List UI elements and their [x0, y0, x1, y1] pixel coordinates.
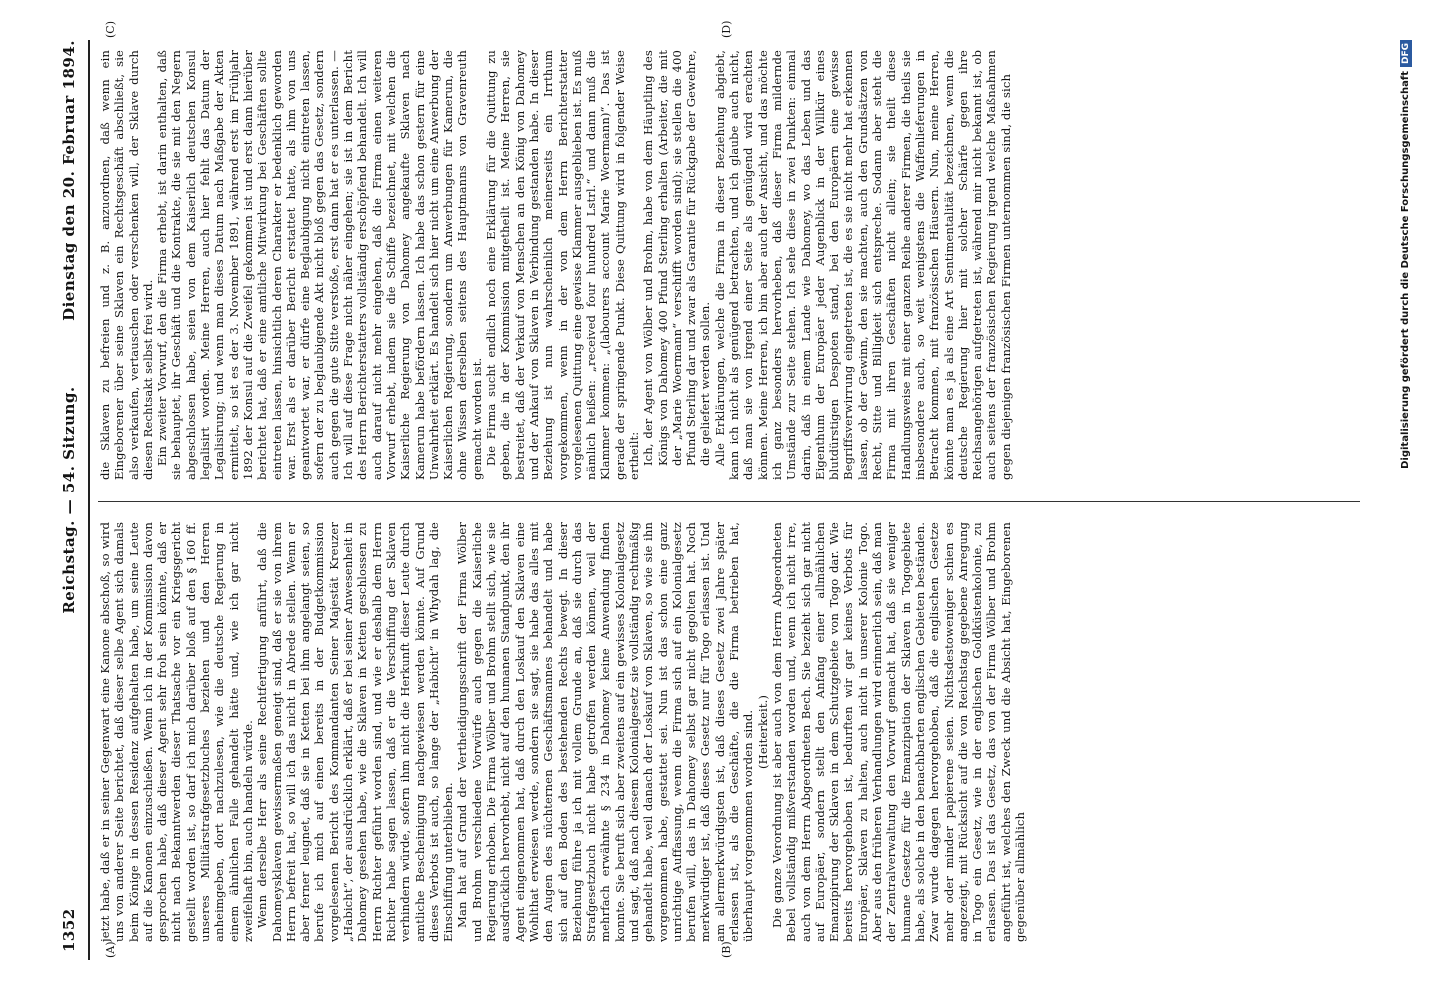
page-number: 1352 [60, 908, 78, 952]
digitization-credit [1400, 40, 1412, 960]
paragraph: Alle Erklärungen, welche die Firma in dieser Beziehung abgiebt, kann ich nicht als genügend betrachten, und ich glaube auch nicht, daß man sie von irgend einer Seite als genügend wird erachten können. Meine Herren, ich bin aber auch der Ansicht, und das möchte ich ganz besonders hervorheben, daß dieser Firma mildernde Umstände zur Seite stehen. Ich sehe diese in zwei Punkten: einmal darin, daß in einem Lande wie Dahomey, wo das Leben und das Eigenthum der Europäer jeder Augenblick in der Willkür eines blutdürstigen Despoten stand, bei den Europäern eine gewisse Begriffsverwirrung eingetreten ist, die es sie nicht mehr hat erkennen lassen, ob der Gewinn, den sie machten, auch den Grundsätzen von Recht, Sitte und Billigkeit sich entspreche. Sodann aber steht die Firma mit ihren Geschäften nicht allein; sie theilt diese Handlungsweise mit einer ganzen Reihe anderer Firmen, die theils sie insbesondere auch, so weit wenigstens die Waffenlieferungen in Betracht kommen, mit französischen Häusern. Nun, meine Herren, könnte man es ja als eine Art Sentimentalität bezeichnen, wenn die deutsche Regierung hier mit solcher Schärfe gegen ihre Reichsangehörigen aufgetreten ist, während mir nicht bekannt ist, ob auch seitens der französischen Regierung irgend welche Maßnahmen gegen diejenigen französischen Firmen unternommen sind, die sich [712, 50, 1013, 480]
column-divider [98, 501, 1360, 502]
session-date: Dienstag den 20. Februar 1894. [60, 40, 78, 321]
session-title: Reichstag. — 54. Sitzung. [60, 386, 78, 614]
paragraph: Die Firma sucht endlich noch eine Erklärung für die Quittung zu geben, die in der Kommission mitgetheilt ist. Meine Herren, sie bestreitet, daß der Verkauf von Menschen an den König von Dahomey und der Ankauf von Sklaven in Verbindung gestanden habe. In dieser Beziehung ist nun wahrscheinlich meinerseits ein Irrthum vorgekommen, wenn in der von dem Herrn Berichterstatter vorgelesenen Quittung eine gewisse Klammer ausgeblieben ist. Es muß nämlich heißen: „received four hundred Lstrl.“ und dann muß die Klammer kommen: „(labourers account Marie Woermann)“. Das ist gerade der springende Punkt. Diese Quittung wird in folgender Weise ertheilt: [484, 50, 641, 480]
quoted-receipt: Ich, der Agent von Wölber und Brohm, habe von dem Häuptling des Königs von Dahomey 400 Pfund Sterling erhalten (Arbeiter, die mit der „Marie Woermann“ verschifft worden sind); sie stellen die 400 Pfund Sterling dar und zwar als Garantie für Rückgabe der Gewehre, die geliefert werden sollen. [641, 50, 713, 466]
dfg-logo: DFG [1400, 40, 1412, 67]
paragraph: die Sklaven zu befreien und z. B. anzuordnen, daß wenn ein Eingeborener über seine Sklaven ein Rechtsgeschäft abschließt, sie also verkaufen, vertauschen oder verschenken will, der Sklave durch diesen Rechtsakt selbst frei wird. [98, 50, 155, 480]
interjection: (Heiterkeit.) [755, 694, 770, 770]
margin-marker-a: (A) [104, 941, 117, 958]
paragraph: jetzt habe, daß er in seiner Gegenwart eine Kanone abschoß, so wird uns von anderer Seite berichtet, daß dieser selbe Agent sich damals beim Könige in dessen Residenz aufgehalten habe, um seine Leute auf die Kanonen einzuschießen. Wenn ich in der Kommission davon gesprochen habe, daß dieser Agent sehr froh sein könnte, daß er nicht nach Bekanntwerden dieser Thatsache vor ein Kriegsgericht gestellt worden ist, so darf ich mich darüber bloß auf den § 160 ff. unseres Militärstrafgesetzbuches beziehen und den Herren anheimgeben, dort nachzulesen, wie die deutsche Regierung in einem ähnlichen Falle gehandelt hätte und, wie ich gar nicht zweifelhaft bin, auch handeln würde. [98, 522, 255, 942]
header-rule [88, 40, 90, 960]
margin-marker-d: (D) [720, 20, 733, 38]
paragraph: Ein zweiter Vorwurf, den die Firma erhebt, ist darin enthalten, daß sie behauptet, ihr Geschäft und die Kontrakte, die sie mit den Negern abgeschlossen habe, seien von dem Kaiserlich deutschen Konsul legalisirt worden. Meine Herren, auch hier fehlt das Datum der Legalisirung; und wenn man dieses Datum nach Maßgabe der Akten ermittelt, so ist es der 3. November 1891, während erst im Frühjahr 1892 der Konsul auf die Zweifel gekommen ist und erst dann hierüber berichtet hat, daß er eine amtliche Mitwirkung bei Geschäften sollte eintreten lassen, hinsichtlich deren Charakter er bedenklich geworden war. Erst als er darüber Bericht erstattet hatte, als ihm von uns geantwortet war, er dürfe eine Beglaubigung nicht eintreten lassen, sofern der zu beglaubigende Akt nicht bloß gegen das Gesetz, sondern auch gegen die gute Sitte verstoße, erst dann hat er es unterlassen. — Ich will auf diese Frage nicht näher eingehen; sie ist in dem Bericht des Herrn Berichterstatters vollständig erschöpfend behandelt. Ich will auch darauf nicht mehr eingehen, daß die Firma einen weiteren Vorwurf erhebt, indem sie die Schiffe bezeichnet, mit welchen die Kaiserliche Regierung von Dahomey angekaufte Sklaven nach Kamerun habe befördern lassen. Ich habe das schon gestern für eine Unwahrheit erklärt. Es handelt sich hier nicht um eine Anwerbung der Kaiserlichen Regierung, sondern um Anwerbungen für Kamerun, die ohne Wissen derselben seitens des Hauptmanns von Gravenreuth gemacht worden ist. [155, 50, 484, 480]
paragraph: Wenn derselbe Herr als seine Rechtfertigung anführt, daß die Dahomeysklaven gewissermaßen geneigt sind, daß er sie von ihrem Herrn befreit hat, so will ich das nicht in Abrede stellen. Wenn er aber ferner leugnet, daß sie in Ketten bei ihm angelangt seien, so berufe ich mich auf einen bereits in der Budgetkommission vorgelesenen Bericht des Kommandanten Seiner Majestät Kreuzer „Habicht“, der ausdrücklich erklärt, daß er bei seiner Anwesenheit in Dahomey gesehen habe, wie die Sklaven in Ketten geschlossen zu Herrn Richter geführt worden sind, und wie er deshalb dem Herrn Richter habe sagen lassen, daß er die Verschiffung der Sklaven verhindern würde, sofern ihm nicht die Herkunft dieser Leute durch amtliche Bescheinigung nachgewiesen werden könnte. Auf Grund dieses Verbots ist auch, so lange der „Habicht“ in Whydah lag, die Einschiffung unterblieben. [255, 522, 456, 942]
paragraph: Die ganze Verordnung ist aber auch von dem Herrn Abgeordneten Bebel vollständig mißverstanden worden und, wenn ich nicht irre, auch von dem Herrn Abgeordneten Bech. Sie bezieht sich gar nicht auf Europäer, sondern stellt den Anfang einer allmählichen Emanzipirung der Sklaven in dem Schutzgebiete von Togo dar. Wie bereits hervorgehoben ist, bedurften wir gar keines Verbots für Europäer, Sklaven zu halten, auch nicht in unserer Kolonie Togo. Aber aus den früheren Verhandlungen wird erinnerlich sein, daß man der Zentralverwaltung den Vorwurf gemacht hat, daß sie weniger humane Gesetze für die Emanzipation der Sklaven in Togogebiete habe, als solche in den benachbarten englischen Gebieten beständen. Zwar wurde dagegen hervorgehoben, daß die englischen Gesetze mehr oder minder papierene seien. Nichtsdestoweniger schien es angezeigt, mit Rücksicht auf die von Reichstag gegebene Anregung in Togo ein Gesetz, wie in der englischen Goldküstenkolonie, zu erlassen. Das ist das Gesetz, das von der Firma Wölber und Brohm angeführt ist, welches den Zweck und die Absicht hat, Eingeborenen gegenüber allmählich [769, 522, 1027, 942]
margin-marker-c: (C) [104, 21, 117, 38]
right-column [98, 50, 1360, 480]
page-header [56, 40, 84, 960]
left-column [98, 522, 1360, 942]
paragraph: Man hat auf Grund der Vertheidigungsschrift der Firma Wölber und Brohm verschiedene Vorwürfe auch gegen die Kaiserliche Regierung erhoben. Die Firma Wölber und Brohm stellt sich, wie sie ausdrücklich hervorhebt, nicht auf den humanen Standpunkt, den ihr Agent eingenommen hat, daß durch den Loskauf den Sklaven eine Wohlthat erwiesen werde, sondern sie sagt, sie habe das alles mit den Augen des nüchternen Geschäftsmannes behandelt und habe sich auf den Boden des bestehenden Rechts bewegt. In dieser Beziehung führe ja ich mit vollem Grunde an, daß sie durch das Strafgesetzbuch nicht habe getroffen werden können, weil der mehrfach erwähnte § 234 in Dahomey keine Anwendung finden konnte. Sie beruft sich aber zweitens auf ein gewisses Kolonialgesetz und sagt, daß nach diesem Kolonialgesetz sie vollständig rechtmäßig gehandelt habe, weil danach der Loskauf von Sklaven, so wie sie ihn vorgenommen habe, gestattet sei. Nun ist das schon eine ganz unrichtige Auffassung, wenn die Firma sich auf ein Kolonialgesetz berufen will, das in Dahomey selbst gar nicht gegolten hat. Noch merkwürdiger ist, daß dieses Gesetz nur für Togo erlassen ist. Und am allermerkwürdigsten ist, daß dieses Gesetz zwei Jahre später erlassen ist, als die Geschäfte, die die Firma betrieben hat, überhaupt vorgenommen worden sind. [455, 522, 756, 942]
credit-text: Digitalisierung gefördert durch die Deutsche Forschungsgemeinschaft [1400, 71, 1411, 469]
margin-marker-b: (B) [720, 941, 733, 958]
